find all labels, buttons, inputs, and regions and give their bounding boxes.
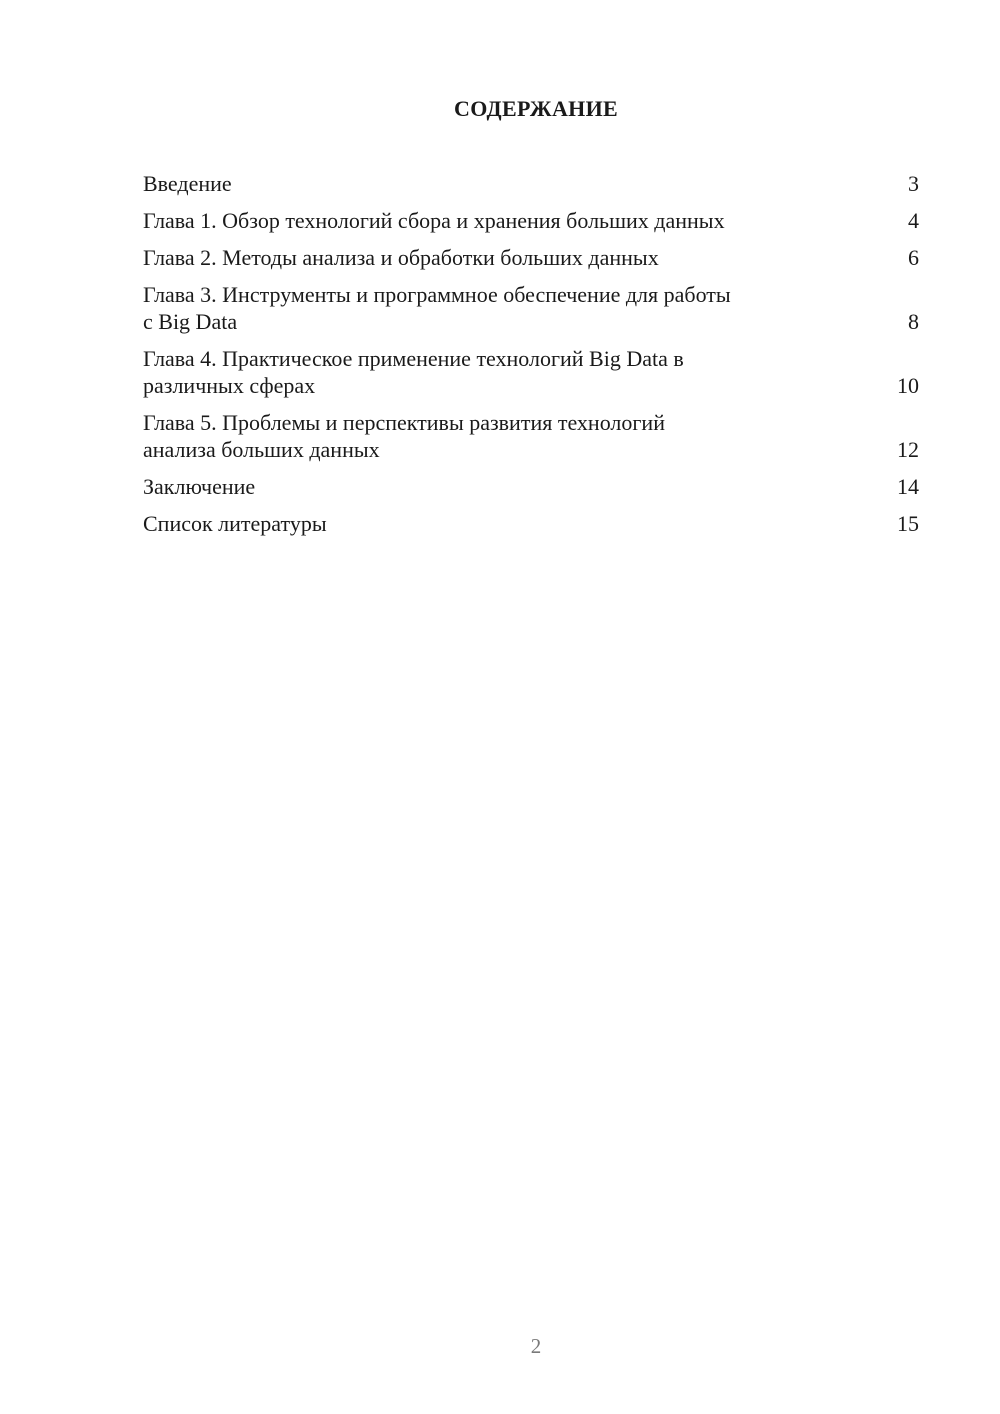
toc-entry-line: Глава 2. Методы анализа и обработки больших данных (143, 245, 659, 270)
toc-entry-page: 12 (897, 437, 919, 462)
toc-entry-line: Глава 4. Практическое применение технологий Big Data в (143, 346, 684, 371)
toc-entry-text (143, 170, 823, 197)
toc-entry-chapter-2 (143, 244, 919, 271)
toc-entry-line: с Big Data (143, 309, 238, 334)
toc-entry-line: Введение (143, 171, 232, 196)
toc-entry-line: Список литературы (143, 511, 327, 536)
toc-entry-page: 8 (908, 309, 919, 334)
toc-entry-page: 6 (908, 245, 919, 270)
toc-entry-line: Глава 5. Проблемы и перспективы развития технологий (143, 410, 665, 435)
toc-entry-line: анализа больших данных (143, 437, 380, 462)
toc-entry-text (143, 244, 823, 271)
toc-entry-introduction (143, 170, 919, 197)
toc-entry-references (143, 510, 919, 537)
toc-entry-text (143, 207, 823, 234)
toc-entry-chapter-4 (143, 345, 919, 399)
toc-entry-line: Глава 3. Инструменты и программное обеспечение для работы (143, 282, 731, 307)
toc-entry-conclusion (143, 473, 919, 500)
toc-entry-text (143, 510, 823, 537)
toc-entry-line: различных сферах (143, 373, 316, 398)
page-number: 2 (530, 1334, 542, 1358)
table-of-contents (143, 170, 919, 547)
toc-entry-page: 14 (897, 474, 919, 499)
toc-entry-text (143, 345, 823, 399)
toc-entry-page: 10 (897, 373, 919, 398)
toc-entry-text (143, 281, 823, 335)
page-title: СОДЕРЖАНИЕ (454, 96, 618, 121)
toc-entry-page: 4 (908, 208, 919, 233)
toc-entry-text (143, 409, 823, 463)
toc-entry-line: Глава 1. Обзор технологий сбора и хранения больших данных (143, 208, 725, 233)
toc-entry-chapter-1 (143, 207, 919, 234)
toc-entry-chapter-5 (143, 409, 919, 463)
toc-entry-line: Заключение (143, 474, 256, 499)
toc-entry-page: 15 (897, 511, 919, 536)
toc-entry-chapter-3 (143, 281, 919, 335)
toc-entry-text (143, 473, 823, 500)
toc-entry-page: 3 (908, 171, 919, 196)
